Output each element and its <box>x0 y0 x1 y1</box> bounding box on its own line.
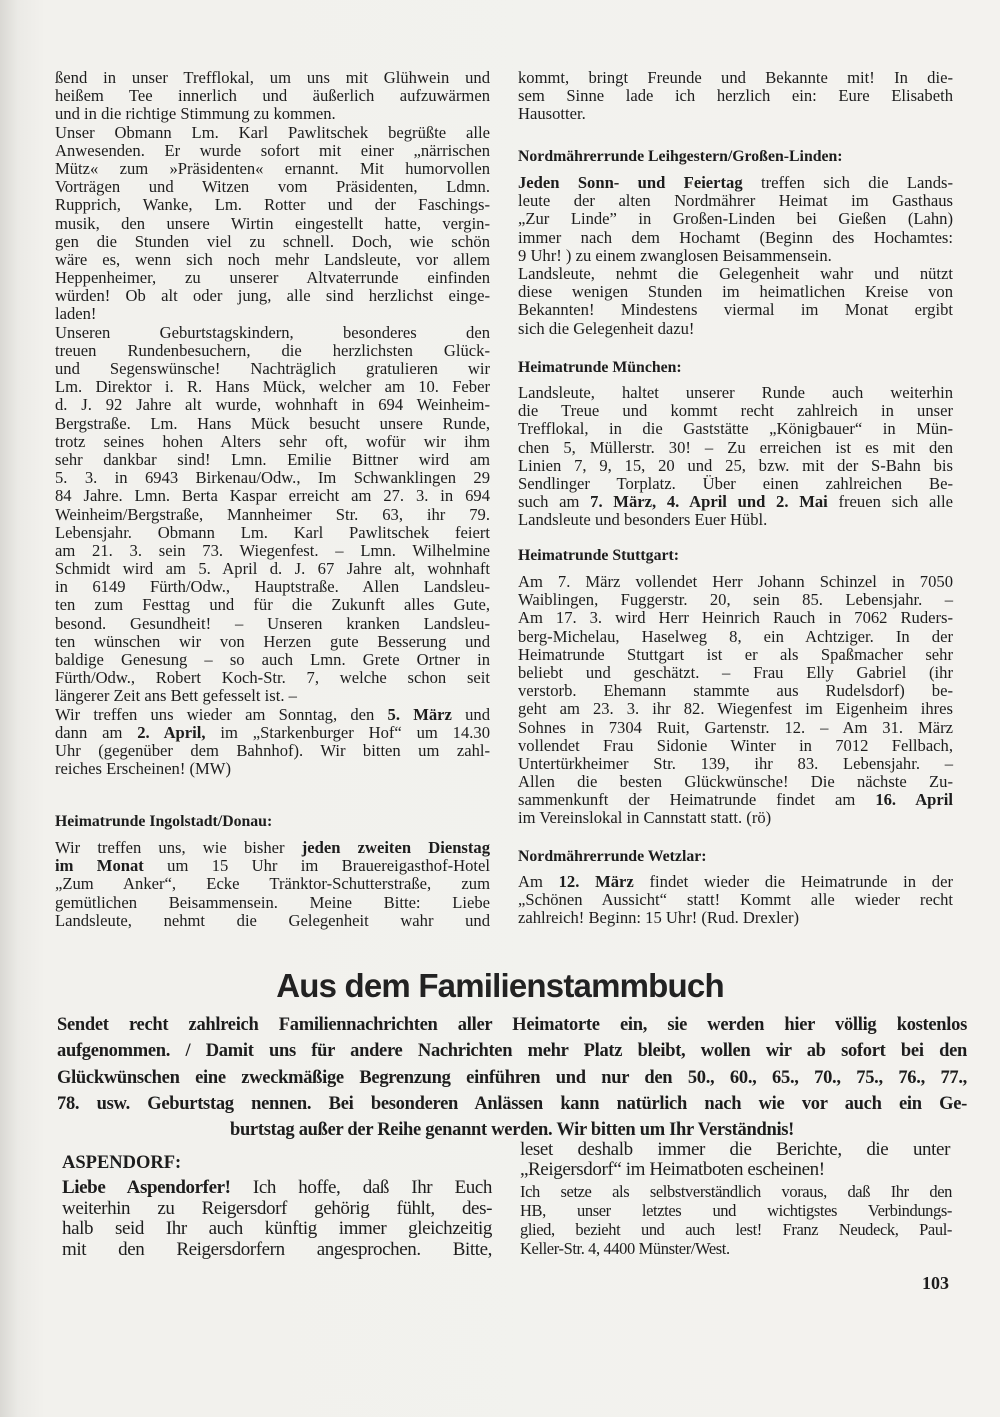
text-run: Unser Obmann Lm. Karl Pawlitschek begrüßte alle <box>55 122 490 142</box>
text-run: Uhr (gegenüber dem Bahnhof). Wir bitten um zahl- <box>55 740 490 760</box>
text-run: Glückwünschen eine zweckmäßige Begrenzung einführen und nur den 50., 60., 65., 70., 75., 76., 77., <box>57 1067 967 1088</box>
text-run: diese wenigen Stunden im heimatlichen Kreise von <box>518 282 953 302</box>
text-line <box>55 596 490 614</box>
text-line <box>57 1012 967 1038</box>
text-run: sehr dankbar sind! Lmn. Emilie Bittner wird am <box>55 449 490 469</box>
aspendorf-text-right-b <box>520 1182 952 1258</box>
muenchen-article-text <box>518 384 953 530</box>
text-run: musik, den unsere Wirtin eingestellt hatte, vergin- <box>55 213 490 233</box>
text-run: 5. 3. in 6943 Birkenau/Odw., Im Schwanklingen 29 <box>55 468 490 488</box>
text-run: kommt, bringt Freunde und Bekannte mit! In die- <box>518 68 953 87</box>
text-run: burtstag außer der Reihe genannt werden. Wir bitten um Ihr Verständnis! <box>229 1120 795 1141</box>
text-line <box>55 742 490 760</box>
text-run: gen die Stunden viel zu schnell. Doch, wie schön <box>55 231 490 251</box>
text-line <box>55 305 490 323</box>
page-number: 103 <box>922 1273 949 1293</box>
text-run: Bergstraße. Lm. Hans Mück besucht unsere Runde, <box>55 413 490 433</box>
text-run: vollendet Frau Sidonie Winter in 7012 Fellbach, <box>518 735 953 755</box>
text-line <box>518 609 953 627</box>
text-line <box>55 433 490 451</box>
text-line <box>55 87 490 105</box>
text-line <box>55 894 490 912</box>
bold-text-run: jeden zweiten Dienstag <box>301 838 490 857</box>
text-line <box>518 229 953 247</box>
text-run: Keller-Str. 4, 4400 Münster/West. <box>520 1239 730 1258</box>
text-run: Ich setze als selbstverständlich voraus, daß Ihr den <box>520 1182 952 1201</box>
text-run: Trefflokal, in die Gaststätte „Königbauer“ in Mün- <box>518 419 953 439</box>
heading-muenchen: Heimatrunde München: <box>518 359 682 376</box>
text-line <box>57 1038 967 1064</box>
text-line <box>518 402 953 420</box>
text-run: treffen sich die Lands- <box>742 173 953 192</box>
text-run: 84 Jahre. Lmn. Berta Kaspar erreicht am 27. 3. in 694 <box>55 486 490 506</box>
text-run: ten zum Festtag und für die Zukunft alles Gute, <box>55 595 490 615</box>
text-line <box>55 233 490 251</box>
text-run: Sendlinger Torplatz. Über einen zahlreichen Be- <box>518 473 953 493</box>
stuttgart-article-text <box>518 573 953 828</box>
text-run: Waiblingen, Fuggerstr. 20, sein 85. Lebensjahr. – <box>518 590 953 610</box>
text-line <box>55 396 490 414</box>
text-run: in 6149 Fürth/Odw., Hauptstraße. Allen Landsleu- <box>55 577 490 597</box>
text-run: reiches Erscheinen! (MW) <box>55 759 231 779</box>
text-run: wäre es, wenn sich noch mehr Landsleute, vor allem <box>55 249 490 269</box>
text-run: würden! Ob alt oder jung, alle sind herzlichst einge- <box>55 286 490 306</box>
text-run: sich die Gelegenheit dazu! <box>518 318 695 338</box>
leihgestern-article-text <box>518 174 953 338</box>
text-run: „Schönen Aussicht“ statt! Kommt alle wieder recht <box>518 890 953 910</box>
text-line <box>55 469 490 487</box>
text-run: Mütz« zum »Präsidenten« ernannt. Mit humorvollen <box>55 158 490 178</box>
text-run: Schmidt wird am 5. April d. J. 67 Jahre alt, wohnhaft <box>55 559 490 579</box>
text-line <box>518 301 953 319</box>
text-line <box>520 1220 952 1239</box>
text-line <box>55 687 490 705</box>
text-run: Fürth/Odw., Robert Koch-Str. 7, welche schon seit <box>55 668 490 688</box>
text-line <box>55 251 490 269</box>
text-run: d. J. 92 Jahre alt wurde, wohnhaft in 694 Weinheim- <box>55 395 490 415</box>
section-title: Aus dem Familienstammbuch <box>276 967 724 1004</box>
text-line <box>518 755 953 773</box>
ingolstadt-article-text <box>55 839 490 930</box>
text-run: Anwesenden. Er wurde sofort mit einer „närrischen <box>55 140 490 160</box>
text-run: im Vereinslokal in Cannstatt statt. (rö) <box>518 808 772 828</box>
text-line <box>55 651 490 669</box>
text-line <box>62 1199 492 1220</box>
wetzlar-article-text <box>518 873 953 928</box>
text-run: findet wieder die Heimatrunde in der <box>633 872 953 891</box>
text-line <box>55 215 490 233</box>
text-line <box>55 178 490 196</box>
text-line <box>518 682 953 700</box>
text-run: ten wünschen wir von Herzen gute Besserung und <box>55 631 490 651</box>
text-line <box>518 493 953 511</box>
text-run: Lm. Direktor i. R. Hans Mück, welcher am 10. Feber <box>55 377 490 397</box>
text-run: Untertürkheimer Str. 139, ihr 83. Lebensjahr. – <box>518 753 953 773</box>
text-run: beliebt und geschätzt. – Frau Elly Gabriel (ihr <box>518 662 953 682</box>
text-run: Wir treffen uns wieder am Sonntag, den <box>55 704 388 724</box>
text-line <box>518 573 953 591</box>
bold-text-run: Jeden Sonn- und Feiertag <box>518 173 743 192</box>
text-run: Am 17. 3. wird Herr Heinrich Rauch in 7062 Ruders- <box>518 608 953 628</box>
text-run: Sendet recht zahlreich Familiennachrichten aller Heimatorte ein, sie werden hier völlig kostenlos <box>57 1015 967 1035</box>
text-run: um 15 Uhr im Brauereigasthof-Hotel <box>143 856 491 876</box>
text-run: geht am 23. 3. ihr 82. Wiegenfest im Eigenheim ihres <box>518 699 953 719</box>
text-line <box>55 415 490 433</box>
text-run: mit den Reigersdorfern angesprochen. Bitte, <box>62 1239 492 1261</box>
text-line <box>55 760 490 778</box>
text-line <box>520 1201 952 1220</box>
heading-wetzlar: Nordmährerrunde Wetzlar: <box>518 848 707 865</box>
text-line <box>518 210 953 228</box>
text-run: HB, unser letztes und wichtigstes Verbindungs- <box>520 1201 952 1220</box>
bold-text-run: im Monat <box>55 856 144 876</box>
bold-text-run: 7. März, 4. April und 2. Mai <box>590 492 828 512</box>
text-line <box>518 664 953 682</box>
text-line <box>55 506 490 524</box>
text-run: weiterhin zu Reigersdorf gehörig fühlt, des- <box>62 1197 492 1219</box>
text-run: sem Sinne lade ich herzlich ein: Eure Elisabeth <box>518 86 953 106</box>
text-run: Heimatrunde Stuttgart ist er als Spaßmacher sehr <box>518 644 953 664</box>
bold-text-run: Liebe Aspendorfer! <box>62 1177 231 1198</box>
text-line <box>518 265 953 283</box>
text-run: Am 7. März vollendet Herr Johann Schinzel in 7050 <box>518 572 953 591</box>
text-run: „Zum Anker“, Ecke Tränktor-Schutterstraße, zum <box>55 874 490 894</box>
text-line <box>518 646 953 664</box>
text-line <box>518 628 953 646</box>
text-line <box>57 1091 967 1117</box>
text-line <box>55 160 490 178</box>
text-line <box>55 124 490 142</box>
heading-leihgestern: Nordmährerrunde Leihgestern/Großen-Linden: <box>518 148 843 165</box>
text-run: Landsleute und besonders Euer Hübl. <box>518 510 768 530</box>
text-line <box>55 451 490 469</box>
text-line <box>55 324 490 342</box>
text-line <box>518 591 953 609</box>
text-run: „Reigersdorf“ im Heimatboten escheinen! <box>520 1159 825 1180</box>
text-run: zahlreich! Beginn: 15 Uhr! (Rud. Drexler) <box>518 908 800 928</box>
text-line <box>518 773 953 791</box>
text-run: Unseren Geburtstagskindern, besonderes den <box>55 322 490 342</box>
text-line <box>518 891 953 909</box>
section-intro <box>57 1012 967 1143</box>
text-line <box>55 524 490 542</box>
text-line <box>62 1240 492 1261</box>
text-run: die Treue und kommt recht zahlreich in unser <box>518 401 953 421</box>
text-line <box>518 511 953 529</box>
text-line <box>518 87 953 105</box>
text-run: Am <box>518 872 559 891</box>
text-line <box>55 560 490 578</box>
text-line <box>55 706 490 724</box>
text-line <box>55 724 490 742</box>
text-run: chen 5, Müllerstr. 30! – Zu erreichen ist es mit den <box>518 437 953 457</box>
text-run: Hausotter. <box>518 104 586 124</box>
text-line <box>518 192 953 210</box>
text-run: Wir treffen uns, wie bisher <box>55 838 302 857</box>
text-line <box>55 487 490 505</box>
text-run: und in die richtige Stimmung zu kommen. <box>55 104 336 124</box>
text-run: Ich hoffe, daß Ihr Euch <box>230 1177 493 1198</box>
text-run: ßend in unser Trefflokal, um uns mit Glühwein und <box>55 68 490 87</box>
text-run: halb seid Ihr auch künftig immer gleichzeitig <box>62 1218 492 1240</box>
text-run: 9 Uhr! ) zu einem zwanglosen Beisammensein. <box>518 245 832 265</box>
text-line <box>55 839 490 857</box>
heading-ingolstadt: Heimatrunde Ingolstadt/Donau: <box>55 813 273 830</box>
text-line <box>518 700 953 718</box>
text-line <box>62 1178 492 1199</box>
text-run: glied, bezieht und auch lest! Franz Neudeck, Paul- <box>520 1220 952 1239</box>
text-line <box>518 439 953 457</box>
text-line <box>55 287 490 305</box>
bold-text-run: 12. März <box>558 872 634 891</box>
text-run: Landsleute, haltet unserer Runde auch weiterhin <box>518 383 953 402</box>
text-line <box>520 1182 952 1201</box>
text-line <box>55 360 490 378</box>
text-run: gemütlichen Beisammensein. Meine Bitte: Liebe <box>55 892 490 912</box>
text-run: besond. Gesundheit! – Unseren kranken Landsleu- <box>55 613 490 633</box>
text-run: längerer Zeit ans Bett gefesselt ist. – <box>55 686 297 706</box>
text-line <box>518 475 953 493</box>
text-line <box>518 69 953 87</box>
text-line <box>518 719 953 737</box>
text-run: immer nach dem Hochamt (Beginn des Hochamtes: <box>518 227 953 247</box>
text-line <box>518 809 953 827</box>
text-line <box>518 791 953 809</box>
bold-text-run: 16. April <box>875 790 953 810</box>
text-line <box>518 737 953 755</box>
text-run: am 21. 3. sein 73. Wiegenfest. – Lmn. Wilhelmine <box>55 540 490 560</box>
heading-aspendorf: ASPENDORF: <box>62 1153 182 1173</box>
text-run: Landsleute, nehmt die Gelegenheit wahr und <box>55 910 490 930</box>
text-line <box>55 578 490 596</box>
text-run: Landsleute, nehmt die Gelegenheit wahr und nützt <box>518 263 953 283</box>
text-line <box>55 912 490 930</box>
text-run: such am <box>518 492 591 512</box>
bold-text-run: 5. März <box>387 704 452 724</box>
text-run: Bekannten! Mindestens viermal im Monat ergibt <box>518 300 953 320</box>
text-line <box>55 142 490 160</box>
continued-article-text <box>518 69 953 124</box>
text-line <box>518 320 953 338</box>
text-line <box>55 196 490 214</box>
text-run: Allen die besten Glückwünsche! Die nächste Zu- <box>518 772 953 792</box>
text-run: sammenkunft der Heimatrunde findet am <box>518 790 876 810</box>
text-line <box>518 457 953 475</box>
text-run: im „Starkenburger Hof“ um 14.30 <box>205 722 490 742</box>
text-line <box>55 669 490 687</box>
text-run: 78. usw. Geburtstag nennen. Bei besonderen Anlässen kann natürlich nach wie vor auch ein Ge- <box>57 1093 967 1114</box>
text-line <box>55 875 490 893</box>
text-line <box>518 873 953 891</box>
text-line <box>518 105 953 123</box>
text-line <box>518 420 953 438</box>
text-run: trotz seines hohen Alters sehr oft, wofür wir ihm <box>55 431 490 451</box>
text-line <box>55 269 490 287</box>
text-line <box>518 174 953 192</box>
text-run: Rupprich, Wanke, Lm. Rotter und der Faschings- <box>55 195 490 215</box>
text-line <box>518 247 953 265</box>
text-line <box>57 1065 967 1091</box>
text-run: Sohnes in 7304 Ruit, Gartenstr. 12. – Am 31. März <box>518 717 953 737</box>
text-run: berg-Michelau, Haselweg 8, ein Achtziger. In der <box>518 626 953 646</box>
text-run: Vorträgen und Witzen vom Präsidenten, Ldmn. <box>55 177 490 197</box>
text-run: Lebensjahr. Obmann Lm. Karl Pawlitschek feiert <box>55 522 490 542</box>
altvaterrunde-article-text <box>55 69 490 778</box>
text-line <box>518 384 953 402</box>
text-run: leset deshalb immer die Berichte, die unter <box>520 1139 950 1160</box>
text-line <box>55 615 490 633</box>
text-line <box>55 105 490 123</box>
text-run: und Segenswünsche! Nachträglich gratulieren wir <box>55 359 490 378</box>
text-line <box>55 342 490 360</box>
text-run: aufgenommen. / Damit uns für andere Nachrichten mehr Platz bleibt, wollen wir ab sofort bei den <box>57 1041 967 1062</box>
text-run: dann am <box>55 722 138 742</box>
text-line <box>518 909 953 927</box>
text-line <box>520 1239 952 1258</box>
text-run: heißem Tee innerlich und äußerlich aufzuwärmen <box>55 86 490 106</box>
text-run: treuen Rundenbesuchern, die herzlichsten Glück- <box>55 340 490 360</box>
text-line <box>55 633 490 651</box>
text-run: baldige Genesung – so auch Lmn. Grete Ortner in <box>55 650 490 669</box>
text-run: „Zur Linde” in Großen-Linden bei Gießen (Lahn) <box>518 209 953 229</box>
heading-stuttgart: Heimatrunde Stuttgart: <box>518 547 680 564</box>
aspendorf-text-left <box>62 1178 492 1261</box>
text-run: Linien 7, 9, 15, 20 und 25, bzw. mit der S-Bahn bis <box>518 455 953 475</box>
text-line <box>55 69 490 87</box>
text-run: und <box>451 704 490 724</box>
bold-text-run: 2. April, <box>137 722 206 742</box>
text-line <box>520 1160 950 1180</box>
text-run: freuen sich alle <box>827 492 953 512</box>
text-line <box>518 283 953 301</box>
text-run: Weinheim/Bergstraße, Mannheimer Str. 63, ihr 79. <box>55 504 490 524</box>
text-line <box>55 857 490 875</box>
text-run: leute der alten Nordmährer Heimat im Gasthaus <box>518 191 953 211</box>
text-run: Heppenheimer, zu unserer Altvaterrunde einfinden <box>55 268 490 288</box>
text-line <box>520 1140 950 1160</box>
text-line <box>62 1219 492 1240</box>
text-line <box>55 542 490 560</box>
aspendorf-text-right-a <box>520 1140 950 1180</box>
text-line <box>55 378 490 396</box>
text-run: verstorb. Ehemann stammte aus Rudelsdorf) be- <box>518 681 953 701</box>
text-run: laden! <box>55 304 97 324</box>
